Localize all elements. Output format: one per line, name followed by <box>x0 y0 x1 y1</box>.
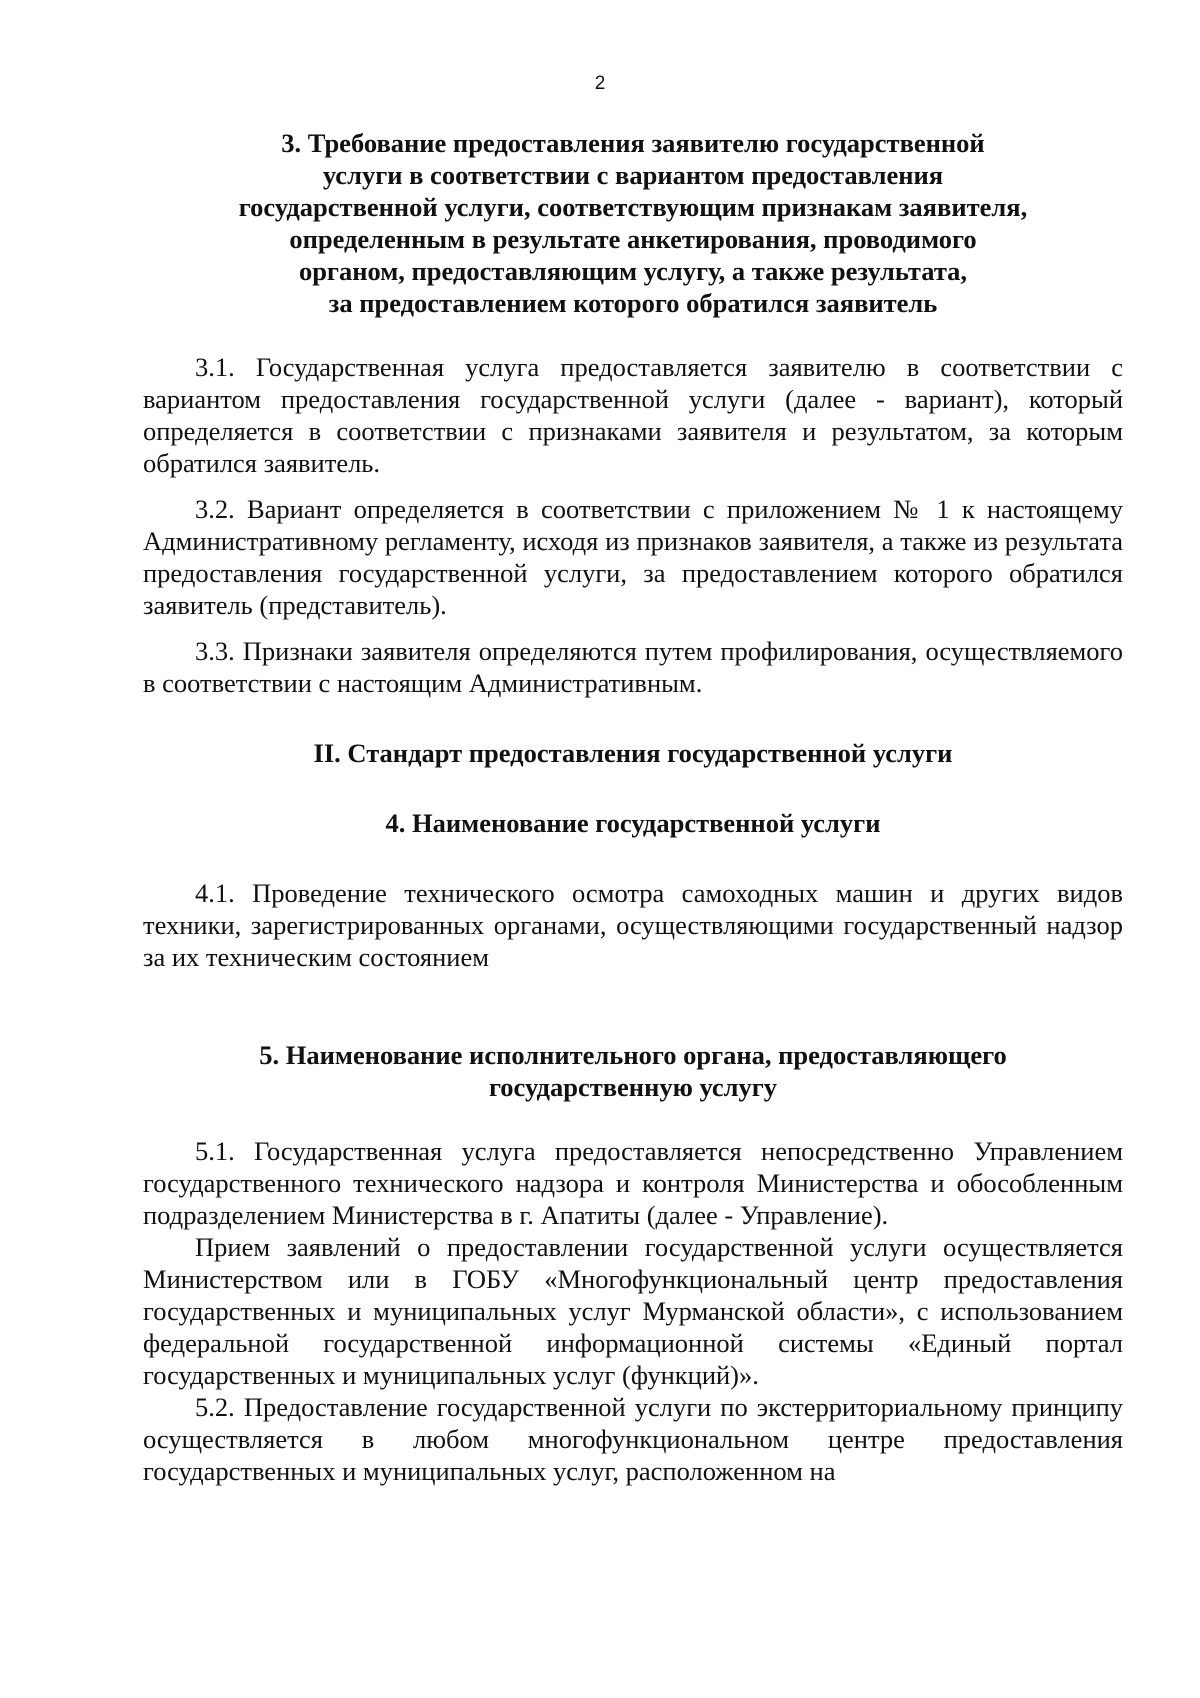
section-5-heading <box>143 1039 1123 1103</box>
section-3-heading-line: 3. Требование предоставления заявителю государственной <box>281 128 985 158</box>
document-content <box>143 127 1123 1487</box>
section-3-heading-line: услуги в соответствии с вариантом предоставления <box>322 160 944 190</box>
paragraph-3-2: 3.2. Вариант определяется в соответствии с приложением № 1 к настоящему Административному регламенту, исходя из признаков заявителя, а также из результата предоставления государственной услуги, за предоставлением которого обратился заявитель (представитель). <box>143 494 1123 620</box>
paragraph-4-1: 4.1. Проведение технического осмотра самоходных машин и других видов техники, зарегистрированных органами, осуществляющими государственный надзор за их техническим состоянием <box>143 878 1123 972</box>
section-5-heading-line: государственную услугу <box>488 1072 778 1102</box>
section-3-heading-line: органом, предоставляющим услугу, а также результата, <box>298 256 968 286</box>
section-3-heading <box>143 127 1123 319</box>
paragraph-5-1: 5.1. Государственная услуга предоставляется непосредственно Управлением государственного технического надзора и контроля Министерства и обособленным подразделением Министерства в г. Апатиты (далее - Управление). <box>143 1136 1123 1230</box>
section-5-heading-line: 5. Наименование исполнительного органа, предоставляющего <box>259 1040 1007 1070</box>
paragraph-5-1-reception: Прием заявлений о предоставлении государственной услуги осуществляется Министерством или в ГОБУ «Многофункциональный центр предоставления государственных и муниципальных услуг Мурманской области», с использованием федеральной государственной информационной системы «Единый портал государственных и муниципальных услуг (функций)». <box>143 1232 1123 1390</box>
section-3-heading-line: за предоставлением которого обратился заявитель <box>328 288 938 318</box>
paragraph-3-3: 3.3. Признаки заявителя определяются путем профилирования, осуществляемого в соответствии с настоящим Административным. <box>143 636 1123 698</box>
section-3-heading-line: определенным в результате анкетирования, проводимого <box>289 224 977 254</box>
part-2-heading: II. Стандарт предоставления государственной услуги <box>313 738 953 768</box>
section-3-heading-line: государственной услуги, соответствующим признакам заявителя, <box>238 192 1028 222</box>
paragraph-3-1: 3.1. Государственная услуга предоставляется заявителю в соответствии с вариантом предоставления государственной услуги (далее - вариант), который определяется в соответствии с признаками заявителя и результатом, за которым обратился заявитель. <box>143 352 1123 478</box>
section-4-heading: 4. Наименование государственной услуги <box>385 808 881 838</box>
paragraph-5-2: 5.2. Предоставление государственной услуги по экстерриториальному принципу осуществляется в любом многофункциональном центре предоставления государственных и муниципальных услуг, расположенном на <box>143 1392 1123 1486</box>
page-number: 2 <box>594 73 606 94</box>
